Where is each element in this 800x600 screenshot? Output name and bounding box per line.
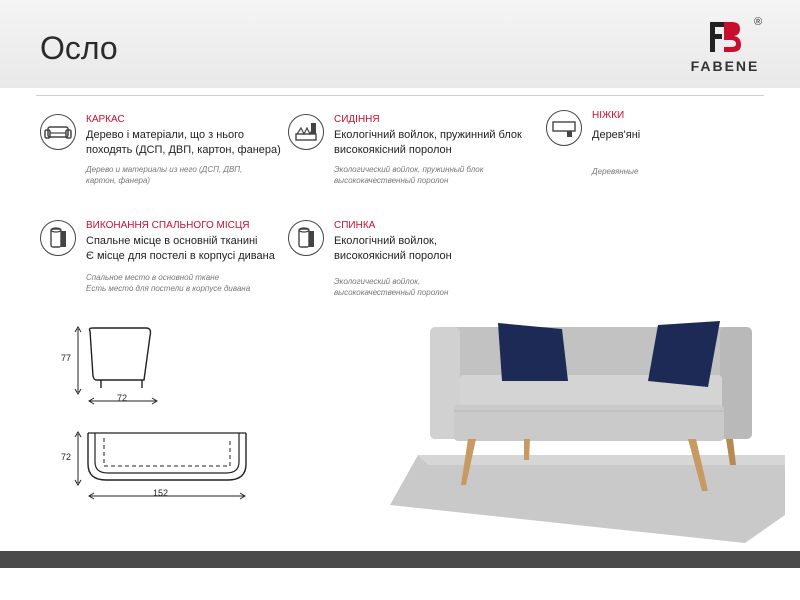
leg-icon [546, 110, 582, 146]
feature-description: Дерево і матеріали, що з нього походять (ДСП, ДВП, картон, фанера) [86, 129, 281, 156]
dim-top-width: 152 [153, 488, 169, 498]
feature-translation: Спальное место в основной ткане Есть место для постели в корпусе дивана [86, 273, 251, 293]
feature-description: Дерев'яні [592, 129, 641, 141]
brand-logo [680, 14, 770, 84]
feature-category: СИДІННЯ [334, 114, 380, 125]
feature-translation: Дерево и материалы из него (ДСП, ДВП, картон, фанера) [86, 165, 243, 185]
sofa-icon [40, 114, 76, 150]
divider [36, 95, 764, 96]
feature-translation: Экологический войлок, высококачественный поролон [334, 277, 449, 297]
roll-icon [40, 220, 76, 256]
spring-block-icon [288, 114, 324, 150]
feature-translation: Экологический войлок, пружинный блок высококачественный поролон [334, 165, 484, 185]
product-title: Осло [40, 30, 118, 66]
fb-logo-icon [708, 20, 742, 54]
dim-side-depth: 72 [117, 393, 128, 403]
feature-description: Екологічний войлок, пружинний блок високоякісний поролон [334, 129, 522, 156]
feature-category: КАРКАС [86, 114, 125, 125]
brand-name: FABENE [690, 58, 760, 74]
feature-description: Спальне місце в основній тканині Є місце для постелі в корпусі дивана [86, 235, 275, 262]
feature-description: Екологічний войлок, високоякісний поролон [334, 235, 452, 262]
sofa-photo [390, 315, 785, 545]
feature-category: ВИКОНАННЯ СПАЛЬНОГО МІСЦЯ [86, 220, 250, 231]
dim-side-height: 77 [61, 353, 72, 363]
feature-category: СПИНКА [334, 220, 376, 231]
feature-translation: Деревянные [592, 167, 639, 176]
dim-top-depth: 72 [61, 452, 72, 462]
registered-mark: ® [754, 16, 763, 28]
footer-band [0, 551, 800, 568]
roll-icon [288, 220, 324, 256]
feature-category: НІЖКИ [592, 110, 625, 121]
